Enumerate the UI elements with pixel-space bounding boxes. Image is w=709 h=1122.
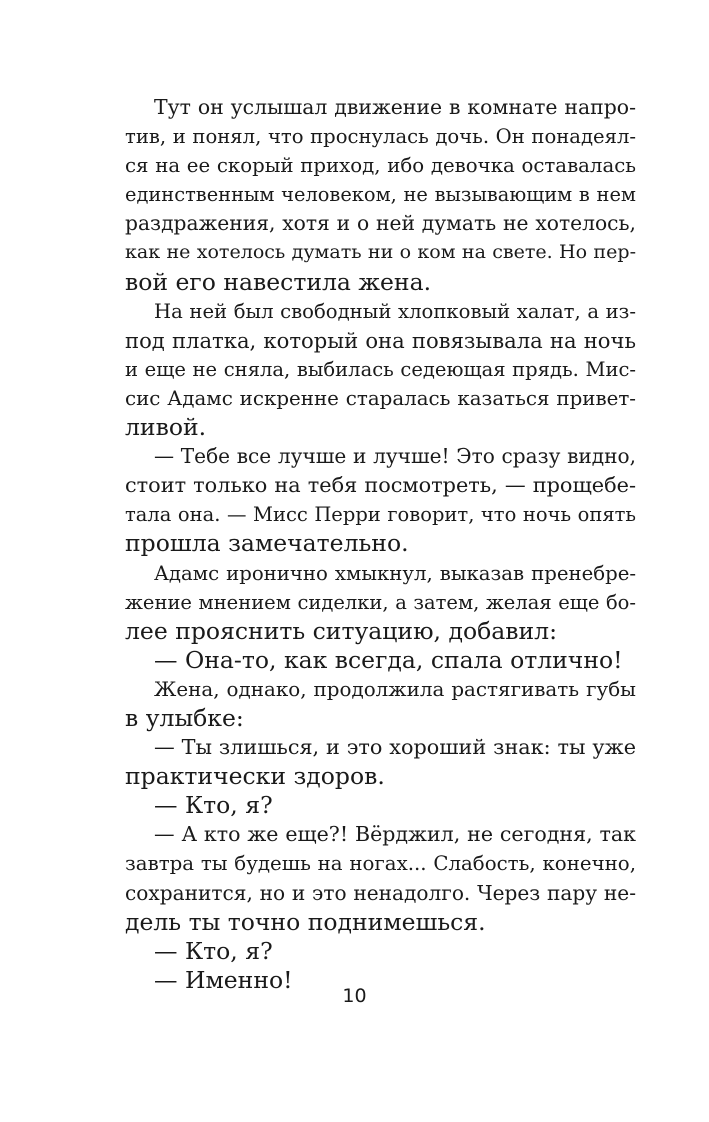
text-line: вой его навестила жена.	[125, 267, 432, 296]
text-line: Жена, однако, продолжила растягивать губы	[154, 677, 636, 701]
text-line: — Именно!	[154, 965, 293, 994]
text-line: практически здоров.	[125, 762, 385, 791]
text-line: лее прояснить ситуацию, добавил:	[125, 616, 557, 645]
text-line: Тут он услышал движение в комнате напро-	[154, 95, 636, 119]
text-line: — Кто, я?	[154, 791, 273, 820]
text-line: завтра ты будешь на ногах... Слабость, конечно,	[125, 852, 636, 876]
text-line: жение мнением сиделки, а затем, желая еще бо-	[125, 590, 636, 614]
text-line: в улыбке:	[125, 703, 244, 732]
text-line: дель ты точно поднимешься.	[125, 907, 486, 936]
text-line: как не хотелось думать ни о ком на свете. Но пер-	[125, 241, 636, 264]
text-line: — Кто, я?	[154, 936, 273, 965]
page-number: 10	[342, 985, 367, 1007]
text-line: под платка, который она повязывала на ночь	[125, 327, 636, 353]
text-line: На ней был свободный хлопковый халат, а из-	[154, 299, 636, 323]
text-line: Адамс иронично хмыкнул, выказав пренебре-	[154, 561, 636, 585]
text-line: — Ты злишься, и это хороший знак: ты уже	[154, 735, 636, 760]
text-line: стоит только на тебя посмотреть, — прощебе-	[125, 473, 636, 498]
text-line: — А кто же еще?! Вёрджил, не сегодня, так	[154, 822, 636, 847]
text-line: тив, и понял, что проснулась дочь. Он понадеял-	[125, 125, 636, 149]
text-line: — Она-то, как всегда, спала отлично!	[154, 645, 623, 674]
text-line: ся на ее скорый приход, ибо девочка оставалась	[125, 154, 636, 178]
text-line: — Тебе все лучше и лучше! Это сразу видно,	[154, 444, 636, 469]
text-line: сис Адамс искренне старалась казаться привет-	[125, 386, 636, 410]
text-line: тала она. — Мисс Перри говорит, что ночь опять	[125, 503, 636, 527]
text-line: раздражения, хотя и о ней думать не хотелось,	[125, 211, 636, 236]
text-line: ливой.	[125, 413, 207, 442]
body-text	[125, 93, 636, 995]
text-line: прошла замечательно.	[125, 529, 409, 558]
text-line: сохранится, но и это ненадолго. Через пару не-	[125, 880, 636, 905]
text-line: и еще не сняла, выбилась седеющая прядь. Мис-	[125, 357, 636, 381]
text-line: единственным человеком, не вызывающим в нем	[125, 183, 636, 207]
